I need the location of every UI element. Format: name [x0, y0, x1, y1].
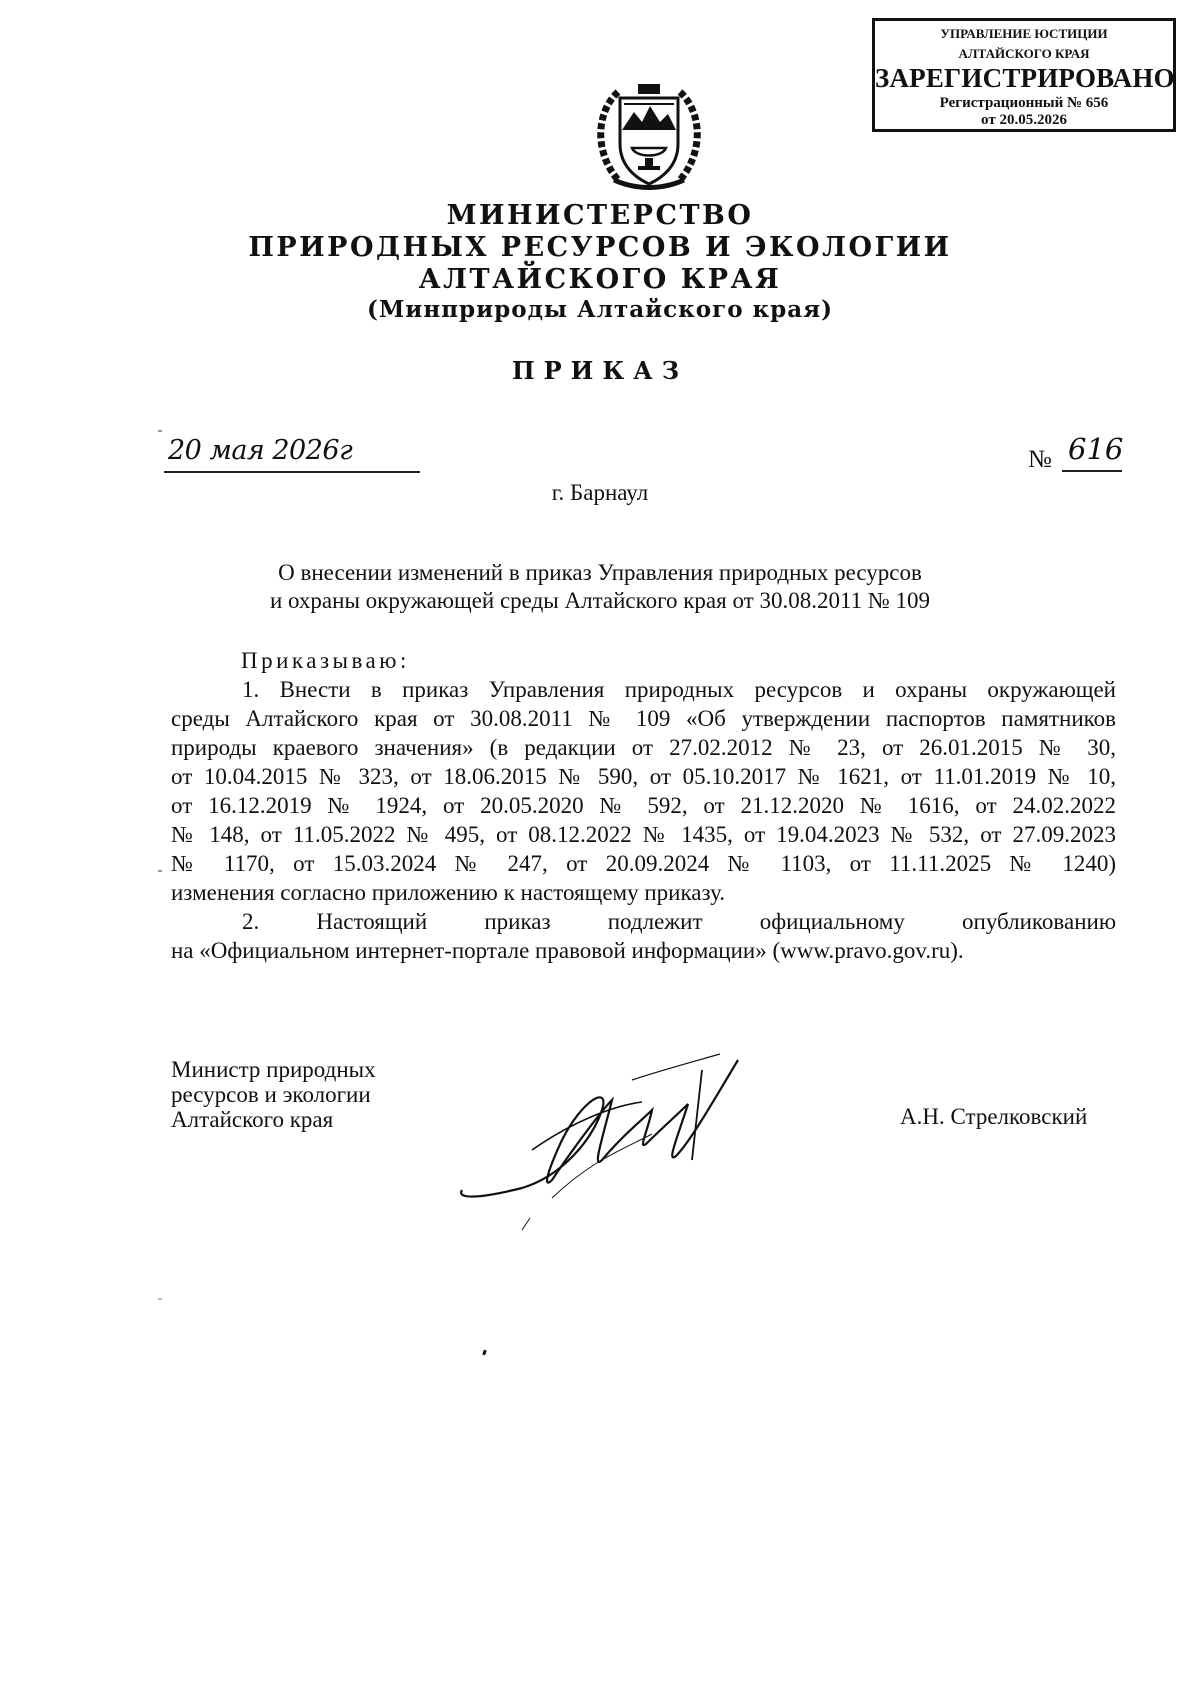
- item1-line: среды Алтайского края от 30.08.2011 № 109 «Об утверждении паспортов памятников: [171, 706, 1116, 731]
- document-subject: [0, 559, 1200, 615]
- signatory-name: А.Н. Стрелковский: [900, 1104, 1088, 1129]
- order-word: Приказываю:: [241, 648, 410, 673]
- handwritten-signature: [452, 1040, 792, 1250]
- item2-line: 2. Настоящий приказ подлежит официальному опубликованию: [242, 909, 1116, 934]
- coat-of-arms-emblem: [588, 82, 710, 190]
- ministry-short-name: (Минприроды Алтайского края): [366, 296, 834, 323]
- document-body: [171, 646, 1116, 965]
- item1-line: природы краевого значения» (в редакции от 27.02.2012 № 23, от 26.01.2015 № 30,: [171, 735, 1116, 760]
- stamp-org-line1: УПРАВЛЕНИЕ ЮСТИЦИИ: [940, 26, 1108, 41]
- signatory-title: [171, 1057, 376, 1132]
- stamp-reg-number: Регистрационный № 656: [939, 95, 1109, 111]
- signatory-title-line3: Алтайского края: [171, 1107, 334, 1132]
- handwritten-date: 20 мая 2026г: [168, 435, 353, 466]
- date-underline: [164, 471, 420, 473]
- stamp-status: ЗАРЕГИСТРИРОВАНО: [875, 63, 1175, 93]
- handwritten-number: 616: [1068, 432, 1124, 466]
- item1-line: изменения согласно приложению к настоящему приказу.: [171, 880, 726, 905]
- stamp-reg-date: от 20.05.2026: [981, 112, 1067, 128]
- item1-line: от 16.12.2019 № 1924, от 20.05.2020 № 592, от 21.12.2020 № 1616, от 24.02.2022: [171, 793, 1116, 818]
- item-1: [171, 675, 1116, 907]
- item1-line: 1. Внести в приказ Управления природных ресурсов и охраны окружающей: [242, 677, 1116, 702]
- item-2: [171, 907, 1116, 965]
- item2-line: на «Официальном интернет-портале правовой информации» (www.pravo.gov.ru).: [171, 938, 964, 963]
- item1-line: № 148, от 11.05.2022 № 495, от 08.12.2022 № 1435, от 19.04.2023 № 532, от 27.09.2023: [171, 822, 1116, 847]
- number-underline: [1062, 470, 1122, 472]
- ministry-title-line2: ПРИРОДНЫХ РЕСУРСОВ И ЭКОЛОГИИ: [248, 232, 952, 263]
- registration-stamp: [872, 18, 1176, 132]
- ministry-title-line3: АЛТАЙСКОГО КРАЯ: [418, 264, 782, 295]
- ministry-title-line1: МИНИСТЕРСТВО: [446, 200, 754, 231]
- subject-line2: и охраны окружающей среды Алтайского края от 30.08.2011 № 109: [269, 588, 931, 613]
- signatory-title-line2: ресурсов и экологии: [171, 1082, 371, 1107]
- item1-line: № 1170, от 15.03.2024 № 247, от 20.09.2024 № 1103, от 11.11.2025 № 1240): [171, 851, 1116, 876]
- subject-line1: О внесении изменений в приказ Управления природных ресурсов: [278, 560, 922, 585]
- signatory-title-line1: Министр природных: [171, 1057, 376, 1082]
- city: г. Барнаул: [551, 480, 649, 505]
- stamp-org-line2: АЛТАЙСКОГО КРАЯ: [958, 46, 1090, 61]
- number-sign: №: [1028, 446, 1052, 473]
- document-type-title: ПРИКАЗ: [511, 356, 689, 385]
- item1-line: от 10.04.2015 № 323, от 18.06.2015 № 590, от 05.10.2017 № 1621, от 11.01.2019 № 10,: [171, 764, 1116, 789]
